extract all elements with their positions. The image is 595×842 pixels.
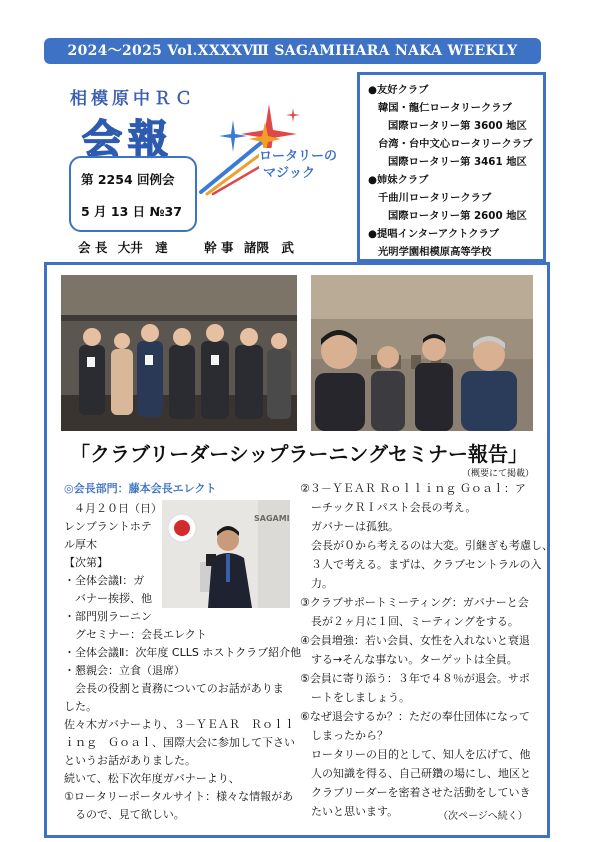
section-heading: ◎会長部門：藤本会長エレクト (64, 482, 217, 495)
president-role: 会 長 (78, 240, 108, 255)
meeting-info-box (69, 156, 197, 232)
text-line: 会長の役割と責務についてのお話がありま (64, 682, 284, 695)
partner-club: 韓国・龍仁ロータリークラブ (378, 102, 512, 114)
text-line: ・懇親会：立食（退席） (64, 664, 185, 677)
partner-school: 光明学園相模原高等学校 (378, 246, 492, 258)
summary-note: （概要にて掲載） (462, 469, 535, 479)
partner-club: 台湾・台中文心ロータリークラブ (378, 138, 533, 150)
text-line: ④会員増強：若い会員、女性を入れないと衰退 (300, 634, 530, 647)
logo-text (259, 148, 355, 188)
article-title: 「クラブリーダーシップラーニングセミナー報告」 (70, 442, 528, 466)
text-line: する→そんな事ない。ターゲットは全員。 (300, 653, 518, 666)
logo-text-line-2: マジック (263, 166, 316, 181)
text-line: ③クラブサポートミーティング：ガバナーと会 (300, 596, 529, 609)
rotary-magic-logo (197, 100, 357, 196)
text-line: ｉｎｇ Ｇｏａｌ、国際大会に参加して下さい (64, 736, 295, 749)
partner-clubs-box (357, 72, 546, 262)
text-line: グセミナー：会長エレクト (64, 628, 207, 641)
text-line: ・全体会議Ⅰ：ガ (64, 574, 145, 587)
secretary-name: 諸隈 武 (243, 240, 294, 255)
partner-district: 国際ロータリー第 3600 地区 (388, 120, 527, 132)
group-photo-left (61, 275, 297, 431)
logo-text-line-1: ロータリーの (259, 149, 338, 164)
text-line: 会長が０から考えるのは大変。引継ぎも考慮し、 (300, 539, 553, 552)
text-line: るので、見て欲しい。 (64, 808, 185, 821)
continued-note: （次ページへ続く） (438, 811, 528, 822)
text-line: ４月２０日（日） (74, 502, 162, 515)
text-line: ⑥なぜ退会するか？：ただの奉仕団体になって (300, 710, 530, 723)
meeting-number: 第 2254 回例会 (81, 172, 175, 187)
partner-heading-sister: ●姉妹クラブ (368, 174, 429, 186)
text-line: レンブラントホテ (64, 520, 152, 533)
partner-heading-interact: ●提唱インターアクトクラブ (368, 228, 500, 240)
venue-sign-text: SAGAMI (254, 514, 290, 523)
text-line: 人の知識を得る、自己研鑽の場にし、地区と (300, 767, 531, 780)
partner-club: 千曲川ロータリークラブ (378, 192, 492, 204)
text-line: ロータリーの目的として、知人を広げて、他 (300, 748, 531, 761)
group-photo-right (311, 275, 533, 431)
club-name: 相模原中ＲＣ (70, 89, 196, 109)
text-line: ⑤会員に寄り添う：３年で４８％が退会。サポ (300, 672, 530, 685)
weekly-banner: 2024～2025 Vol.ⅩⅩⅩⅩⅧ SAGAMIHARA NAKA WEEKLY (44, 38, 541, 64)
publication-title: 会報 (82, 117, 174, 163)
text-line: 【次第】 (64, 556, 108, 569)
partner-district: 国際ロータリー第 2600 地区 (388, 210, 527, 222)
text-line: した。 (64, 700, 97, 713)
text-line: ートをしましょう。 (300, 691, 410, 704)
text-line: ガバナーは孤独。 (300, 520, 399, 533)
text-line: バナー挨拶、他 (64, 592, 152, 605)
partner-heading-friendship: ●友好クラブ (368, 84, 429, 96)
meeting-date: 5 月 13 日 №37 (81, 204, 182, 219)
partner-district: 国際ロータリー第 3461 地区 (388, 156, 527, 168)
text-line: というお話がありました。 (64, 754, 196, 767)
text-line: 佐々木ガバナーより、３－ＹＥＡＲ Ｒｏｌｌ (64, 718, 295, 731)
text-line: ・部門別ラーニン (64, 610, 152, 623)
text-line: ル厚木 (64, 538, 97, 551)
text-line: クラブリーダーを密着させた活動をしていき (300, 786, 531, 799)
text-line: ３人で考える。まずは、クラブセントラルの入 (300, 558, 542, 571)
secretary-role: 幹 事 (204, 240, 234, 255)
president-name: 大井 達 (117, 240, 168, 255)
speaker-photo (162, 500, 290, 608)
text-line: 力。 (300, 577, 333, 590)
text-line: ・全体会議Ⅱ：次年度 CLLS ホストクラブ紹介他 (64, 646, 302, 659)
text-line: しまったから？ (300, 729, 388, 742)
text-line: 長が２ヶ月に１回、ミーティングをする。 (300, 615, 519, 628)
text-line: ーチックＲＩパスト会長の考え。 (300, 501, 477, 514)
text-line: たいと思います。 (300, 805, 399, 818)
text-line: 続いて、松下次年度ガバナーより、 (64, 772, 240, 785)
text-line: ②３－ＹＥＡＲ Ｒｏｌｌｉｎｇ Ｇｏａｌ：ア (300, 482, 526, 495)
text-line: ①ロータリーポータルサイト：様々な情報があ (64, 790, 294, 803)
officers-line (78, 238, 300, 256)
